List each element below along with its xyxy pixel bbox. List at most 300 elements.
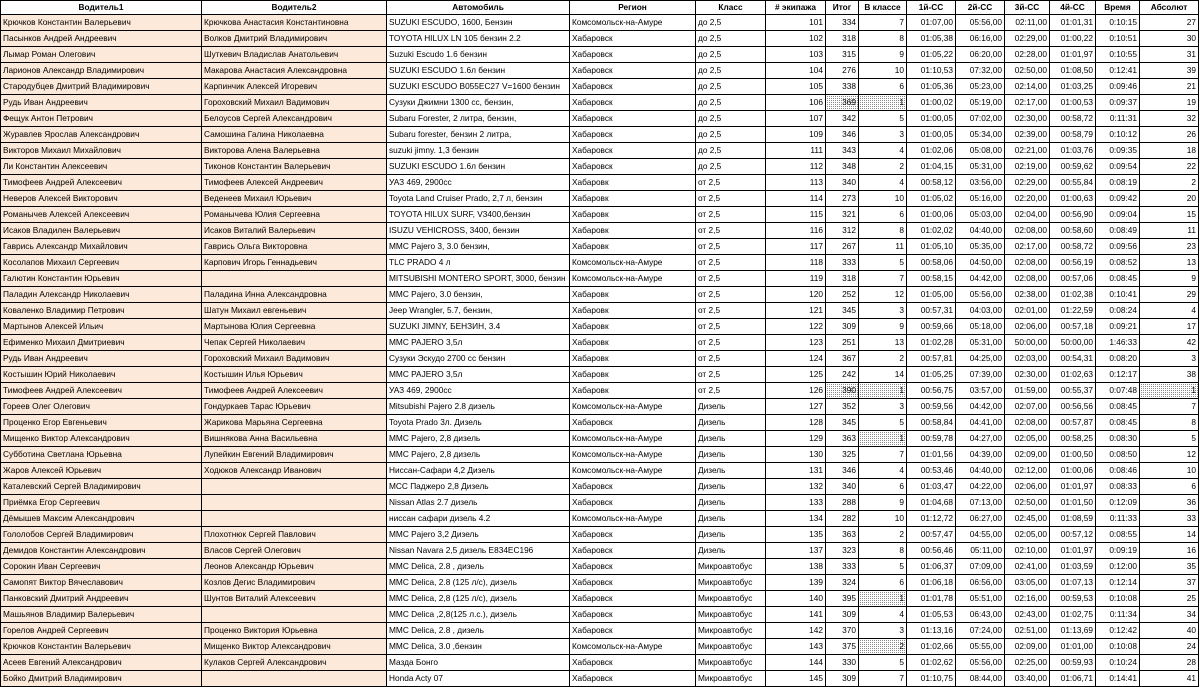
- col-driver2-cell: Карпович Игорь Геннадьевич: [202, 255, 387, 271]
- col-absolute-cell: 40: [1140, 623, 1199, 639]
- col-total-cell: 352: [826, 399, 859, 415]
- col-time-cell: 0:10:41: [1096, 287, 1140, 303]
- col-class-cell: Микроавтобус: [696, 559, 766, 575]
- col-absolute-cell: 33: [1140, 511, 1199, 527]
- col-absolute-cell: 4: [1140, 303, 1199, 319]
- col-driver2-cell: Вишнякова Анна Васильевна: [202, 431, 387, 447]
- col-class-place-cell: 10: [859, 511, 907, 527]
- col-absolute-cell: 11: [1140, 223, 1199, 239]
- col-class-cell: от 2,5: [696, 239, 766, 255]
- col-ss2-cell: 07:32,00: [956, 63, 1005, 79]
- table-row: [1, 319, 1199, 335]
- col-driver2-cell: Козлов Дегис Владимирович: [202, 575, 387, 591]
- table-row: [1, 607, 1199, 623]
- col-driver1-cell: Проценко Егор Евгеньевич: [1, 415, 202, 431]
- col-ss3-cell: 02:11,00: [1005, 15, 1050, 31]
- col-ss2-cell: 04:41,00: [956, 415, 1005, 431]
- col-driver2-cell: Плохотнюк Сергей Павлович: [202, 527, 387, 543]
- col-car-cell: SUZUKI ESCUDO 1.6л бензин: [387, 159, 570, 175]
- col-absolute-cell: 29: [1140, 287, 1199, 303]
- col-ss1-header: 1й-СС: [907, 1, 956, 15]
- col-absolute-cell: 10: [1140, 463, 1199, 479]
- col-driver1-cell: Неверов Алексей Викторович: [1, 191, 202, 207]
- col-total-cell: 333: [826, 559, 859, 575]
- col-ss3-cell: 02:41,00: [1005, 559, 1050, 575]
- col-ss4-cell: 00:59,93: [1050, 655, 1096, 671]
- col-region-cell: Хабаровск: [570, 671, 696, 687]
- table-row: [1, 399, 1199, 415]
- col-driver2-header: Водитель2: [202, 1, 387, 15]
- col-class-place-cell: 10: [859, 191, 907, 207]
- col-absolute-cell: 28: [1140, 655, 1199, 671]
- col-ss4-cell: 01:03,76: [1050, 143, 1096, 159]
- col-ss1-cell: 00:53,46: [907, 463, 956, 479]
- col-car-cell: Nissan Navara 2,5 дизель Е834ЕС196: [387, 543, 570, 559]
- col-time-cell: 0:08:50: [1096, 447, 1140, 463]
- table-row: [1, 655, 1199, 671]
- col-class-cell: Микроавтобус: [696, 671, 766, 687]
- col-region-cell: Хабаровск: [570, 127, 696, 143]
- col-class-cell: Дизель: [696, 527, 766, 543]
- col-time-cell: 0:08:19: [1096, 175, 1140, 191]
- col-ss4-cell: 00:59,62: [1050, 159, 1096, 175]
- col-ss4-cell: 01:00,63: [1050, 191, 1096, 207]
- col-driver1-cell: Крючков Константин Валерьевич: [1, 15, 202, 31]
- col-class-place-cell: 5: [859, 559, 907, 575]
- col-ss2-cell: 04:40,00: [956, 223, 1005, 239]
- col-absolute-cell: 41: [1140, 671, 1199, 687]
- col-total-cell: 338: [826, 79, 859, 95]
- col-region-cell: Комсомольск-на-Амуре: [570, 15, 696, 31]
- col-driver1-cell: Рудь Иван Андреевич: [1, 351, 202, 367]
- col-absolute-cell: 8: [1140, 415, 1199, 431]
- col-class-place-cell: 3: [859, 399, 907, 415]
- table-row: [1, 127, 1199, 143]
- col-total-cell: 367: [826, 351, 859, 367]
- table-row: [1, 143, 1199, 159]
- col-driver2-cell: Чепак Сергей Николаевич: [202, 335, 387, 351]
- col-crew-number-cell: 124: [766, 351, 826, 367]
- table-row: [1, 575, 1199, 591]
- col-crew-number-cell: 126: [766, 383, 826, 399]
- col-class-place-cell: 7: [859, 15, 907, 31]
- col-class-place-header: В классе: [859, 1, 907, 15]
- col-driver2-cell: Кулаков Сергей Александрович: [202, 655, 387, 671]
- col-ss3-cell: 02:08,00: [1005, 255, 1050, 271]
- col-car-cell: ММС Delica, 2.8 , дизель: [387, 623, 570, 639]
- col-crew-number-cell: 133: [766, 495, 826, 511]
- table-body: [1, 15, 1199, 687]
- col-ss3-cell: 02:30,00: [1005, 111, 1050, 127]
- col-class-place-cell: 4: [859, 463, 907, 479]
- col-ss2-cell: 05:34,00: [956, 127, 1005, 143]
- col-driver1-cell: Машьянов Владимир Валерьевич: [1, 607, 202, 623]
- col-class-place-cell: 2: [859, 159, 907, 175]
- col-ss2-cell: 05:56,00: [956, 287, 1005, 303]
- col-class-cell: Микроавтобус: [696, 575, 766, 591]
- col-ss1-cell: 01:02,66: [907, 639, 956, 655]
- col-car-cell: ММС Delica, 2.8 (125 л/с), дизель: [387, 575, 570, 591]
- col-ss4-cell: 01:02,63: [1050, 367, 1096, 383]
- col-driver1-cell: Самопят Виктор Вячеславович: [1, 575, 202, 591]
- col-driver1-cell: Демидов Константин Александрович: [1, 543, 202, 559]
- col-crew-number-cell: 135: [766, 527, 826, 543]
- table-row: [1, 591, 1199, 607]
- col-time-cell: 0:14:41: [1096, 671, 1140, 687]
- col-ss1-cell: 01:00,05: [907, 111, 956, 127]
- col-driver2-cell: Тимофеев Андрей Алексеевич: [202, 383, 387, 399]
- col-crew-number-cell: 127: [766, 399, 826, 415]
- col-driver1-cell: Сорокин Иван Сергеевич: [1, 559, 202, 575]
- col-driver1-cell: Исаков Владилен Валерьевич: [1, 223, 202, 239]
- col-absolute-cell: 38: [1140, 367, 1199, 383]
- col-ss1-cell: 01:03,47: [907, 479, 956, 495]
- col-total-cell: 324: [826, 575, 859, 591]
- col-ss4-cell: 01:02,75: [1050, 607, 1096, 623]
- col-ss3-cell: 50:00,00: [1005, 335, 1050, 351]
- col-ss2-cell: 04:42,00: [956, 399, 1005, 415]
- col-total-cell: 309: [826, 607, 859, 623]
- col-driver1-cell: Стародубцев Дмитрий Владимирович: [1, 79, 202, 95]
- col-ss4-cell: 00:57,12: [1050, 527, 1096, 543]
- col-crew-number-cell: 139: [766, 575, 826, 591]
- col-class-cell: до 2,5: [696, 15, 766, 31]
- col-class-place-cell: 3: [859, 127, 907, 143]
- col-ss3-cell: 02:50,00: [1005, 495, 1050, 511]
- col-crew-number-cell: 125: [766, 367, 826, 383]
- col-class-cell: Дизель: [696, 479, 766, 495]
- col-car-cell: SUZUKI JIMNY, БЕНЗИН, 3.4: [387, 319, 570, 335]
- col-total-cell: 315: [826, 47, 859, 63]
- table-row: [1, 111, 1199, 127]
- col-ss3-cell: 02:14,00: [1005, 79, 1050, 95]
- col-region-cell: Хабаровск: [570, 95, 696, 111]
- col-time-cell: 0:08:45: [1096, 271, 1140, 287]
- col-total-cell: 288: [826, 495, 859, 511]
- table-row: [1, 543, 1199, 559]
- col-time-cell: 0:08:55: [1096, 527, 1140, 543]
- col-car-cell: TOYOTA HILUX LN 105 бензин 2.2: [387, 31, 570, 47]
- col-class-place-cell: 6: [859, 575, 907, 591]
- col-region-cell: Хабаровк: [570, 303, 696, 319]
- col-ss3-cell: 02:09,00: [1005, 639, 1050, 655]
- col-ss4-cell: 00:56,19: [1050, 255, 1096, 271]
- table-row: [1, 175, 1199, 191]
- col-driver2-cell: Исаков Виталий Валерьевич: [202, 223, 387, 239]
- col-ss3-cell: 02:08,00: [1005, 271, 1050, 287]
- col-total-cell: 343: [826, 143, 859, 159]
- col-region-cell: Хабаровск: [570, 575, 696, 591]
- col-ss2-cell: 04:42,00: [956, 271, 1005, 287]
- col-class-cell: до 2,5: [696, 79, 766, 95]
- col-ss3-cell: 02:25,00: [1005, 655, 1050, 671]
- col-region-cell: Хабаровск: [570, 527, 696, 543]
- col-absolute-cell: 13: [1140, 255, 1199, 271]
- col-ss4-cell: 00:58,60: [1050, 223, 1096, 239]
- col-ss4-cell: 00:55,37: [1050, 383, 1096, 399]
- col-absolute-cell: 32: [1140, 111, 1199, 127]
- col-driver2-cell: Мартынова Юлия Сергеевна: [202, 319, 387, 335]
- col-class-cell: от 2,5: [696, 287, 766, 303]
- col-total-cell: 345: [826, 415, 859, 431]
- col-class-place-cell: 6: [859, 79, 907, 95]
- col-car-cell: Honda Acty 07: [387, 671, 570, 687]
- col-driver2-cell: Лупейкин Евгений Владимирович: [202, 447, 387, 463]
- col-ss4-cell: 00:56,90: [1050, 207, 1096, 223]
- col-time-cell: 0:07:48: [1096, 383, 1140, 399]
- col-absolute-cell: 20: [1140, 191, 1199, 207]
- col-absolute-cell: 17: [1140, 319, 1199, 335]
- col-region-cell: Хабаровск: [570, 415, 696, 431]
- col-ss3-cell: 02:29,00: [1005, 175, 1050, 191]
- col-ss4-cell: 01:03,59: [1050, 559, 1096, 575]
- col-driver2-cell: Волков Дмитрий Владимирович: [202, 31, 387, 47]
- col-class-place-cell: 12: [859, 287, 907, 303]
- col-driver2-cell: [202, 271, 387, 287]
- col-time-cell: 0:09:19: [1096, 543, 1140, 559]
- col-crew-number-cell: 132: [766, 479, 826, 495]
- col-driver2-cell: Романычева Юлия Сергеевна: [202, 207, 387, 223]
- col-car-cell: Mitsubishi Pajero 2.8 дизель: [387, 399, 570, 415]
- col-region-cell: Хабаровск: [570, 111, 696, 127]
- table-row: [1, 207, 1199, 223]
- col-time-cell: 0:12:17: [1096, 367, 1140, 383]
- col-ss1-cell: 01:00,06: [907, 207, 956, 223]
- col-driver1-cell: Приёмка Егор Сергеевич: [1, 495, 202, 511]
- col-class-place-cell: 2: [859, 639, 907, 655]
- col-crew-number-cell: 144: [766, 655, 826, 671]
- col-ss3-cell: 02:09,00: [1005, 447, 1050, 463]
- col-region-cell: Хабаровк: [570, 191, 696, 207]
- table-row: [1, 335, 1199, 351]
- col-region-cell: Комсомольск-на-Амуре: [570, 463, 696, 479]
- col-class-cell: до 2,5: [696, 63, 766, 79]
- col-absolute-cell: 6: [1140, 479, 1199, 495]
- col-ss1-cell: 01:02,62: [907, 655, 956, 671]
- col-total-cell: 348: [826, 159, 859, 175]
- col-ss1-cell: 01:05,02: [907, 191, 956, 207]
- col-car-cell: ММС Delica, 3.0 ,бензин: [387, 639, 570, 655]
- col-ss2-cell: 05:56,00: [956, 655, 1005, 671]
- col-crew-number-cell: 143: [766, 639, 826, 655]
- col-car-cell: ММС Pajero, 2,8 дизель: [387, 447, 570, 463]
- table-row: [1, 287, 1199, 303]
- col-ss3-cell: 02:10,00: [1005, 543, 1050, 559]
- col-ss2-cell: 05:31,00: [956, 159, 1005, 175]
- col-ss2-cell: 04:50,00: [956, 255, 1005, 271]
- col-car-cell: Subaru forester, бензин 2 литра,: [387, 127, 570, 143]
- col-ss1-cell: 01:12,72: [907, 511, 956, 527]
- col-region-cell: Хабаровск: [570, 31, 696, 47]
- col-class-place-cell: 1: [859, 383, 907, 399]
- table-row: [1, 31, 1199, 47]
- table-row: [1, 255, 1199, 271]
- col-ss2-cell: 07:02,00: [956, 111, 1005, 127]
- col-ss4-cell: 00:54,31: [1050, 351, 1096, 367]
- col-time-cell: 0:09:54: [1096, 159, 1140, 175]
- col-total-cell: 282: [826, 511, 859, 527]
- col-region-cell: Хабаровск: [570, 79, 696, 95]
- col-absolute-cell: 7: [1140, 399, 1199, 415]
- col-class-place-cell: 11: [859, 239, 907, 255]
- col-driver1-cell: Галютин Константин Юрьевич: [1, 271, 202, 287]
- col-car-cell: Ниссан-Сафари 4,2 Дизель: [387, 463, 570, 479]
- col-total-cell: 346: [826, 463, 859, 479]
- col-class-place-cell: 3: [859, 623, 907, 639]
- col-crew-number-cell: 142: [766, 623, 826, 639]
- col-ss2-cell: 06:56,00: [956, 575, 1005, 591]
- col-time-cell: 0:10:55: [1096, 47, 1140, 63]
- col-ss1-cell: 01:02,06: [907, 143, 956, 159]
- col-crew-number-cell: 122: [766, 319, 826, 335]
- col-time-header: Время: [1096, 1, 1140, 15]
- col-crew-number-cell: 115: [766, 207, 826, 223]
- col-driver2-cell: Шунтов Виталий Алексеевич: [202, 591, 387, 607]
- table-row: [1, 159, 1199, 175]
- col-total-cell: 363: [826, 431, 859, 447]
- col-crew-number-cell: 101: [766, 15, 826, 31]
- col-ss2-cell: 05:18,00: [956, 319, 1005, 335]
- col-ss4-cell: 01:08,50: [1050, 63, 1096, 79]
- col-region-cell: Комсомольск-на-Амуре: [570, 255, 696, 271]
- col-car-cell: ММС PAJERO 3,5л: [387, 367, 570, 383]
- col-absolute-cell: 34: [1140, 607, 1199, 623]
- col-driver2-cell: Тимофеев Алексей Андреевич: [202, 175, 387, 191]
- col-ss4-cell: 01:01,50: [1050, 495, 1096, 511]
- col-total-cell: 309: [826, 319, 859, 335]
- col-driver2-cell: Жарикова Марьяна Сергеевна: [202, 415, 387, 431]
- col-driver1-cell: Ли Константин Алексеевич: [1, 159, 202, 175]
- col-ss2-cell: 03:56,00: [956, 175, 1005, 191]
- col-region-header: Регион: [570, 1, 696, 15]
- table-row: [1, 479, 1199, 495]
- col-ss1-cell: 01:10,75: [907, 671, 956, 687]
- col-driver1-cell: Ефименко Михаил Дмитриевич: [1, 335, 202, 351]
- col-time-cell: 0:08:33: [1096, 479, 1140, 495]
- col-crew-number-cell: 141: [766, 607, 826, 623]
- col-absolute-cell: 26: [1140, 127, 1199, 143]
- col-car-cell: ММС Pajero 3, 3.0 бензин,: [387, 239, 570, 255]
- col-time-cell: 0:10:51: [1096, 31, 1140, 47]
- col-absolute-cell: 14: [1140, 527, 1199, 543]
- col-total-cell: 330: [826, 655, 859, 671]
- col-car-cell: Toyota Land Cruiser Prado, 2,7 л, бензин: [387, 191, 570, 207]
- col-total-cell: 346: [826, 127, 859, 143]
- col-time-cell: 0:08:24: [1096, 303, 1140, 319]
- col-region-cell: Хабаровск: [570, 559, 696, 575]
- col-class-place-cell: 9: [859, 47, 907, 63]
- col-class-cell: от 2,5: [696, 335, 766, 351]
- col-ss4-cell: 00:57,18: [1050, 319, 1096, 335]
- col-class-cell: от 2,5: [696, 319, 766, 335]
- col-driver2-cell: Крючкова Анастасия Константиновна: [202, 15, 387, 31]
- col-class-cell: до 2,5: [696, 111, 766, 127]
- col-ss4-cell: 00:55,84: [1050, 175, 1096, 191]
- col-class-cell: от 2,5: [696, 367, 766, 383]
- col-driver2-cell: [202, 495, 387, 511]
- col-driver1-cell: Мартынов Алексей Ильич: [1, 319, 202, 335]
- col-driver1-header: Водитель1: [1, 1, 202, 15]
- col-total-cell: 309: [826, 671, 859, 687]
- col-region-cell: Комсомольск-на-Амуре: [570, 271, 696, 287]
- col-absolute-cell: 16: [1140, 543, 1199, 559]
- col-class-place-cell: 5: [859, 415, 907, 431]
- col-class-place-cell: 9: [859, 495, 907, 511]
- col-class-cell: от 2,5: [696, 303, 766, 319]
- col-total-cell: 318: [826, 271, 859, 287]
- col-total-cell: 318: [826, 31, 859, 47]
- col-class-cell: до 2,5: [696, 159, 766, 175]
- col-driver1-cell: Ларионов Александр Владимирович: [1, 63, 202, 79]
- col-driver1-cell: Косолапов Михаил Сергеевич: [1, 255, 202, 271]
- col-ss3-cell: 02:01,00: [1005, 303, 1050, 319]
- col-driver2-cell: Гороховский Михаил Вадимович: [202, 95, 387, 111]
- col-class-place-cell: 8: [859, 31, 907, 47]
- col-region-cell: Хабаровск: [570, 607, 696, 623]
- col-region-cell: Хабаровск: [570, 63, 696, 79]
- col-crew-number-cell: 140: [766, 591, 826, 607]
- table-row: [1, 63, 1199, 79]
- col-crew-number-cell: 123: [766, 335, 826, 351]
- table-row: [1, 47, 1199, 63]
- table-row: [1, 79, 1199, 95]
- col-class-cell: от 2,5: [696, 223, 766, 239]
- col-total-cell: 251: [826, 335, 859, 351]
- col-ss1-cell: 01:13,16: [907, 623, 956, 639]
- col-ss3-cell: 02:28,00: [1005, 47, 1050, 63]
- col-class-cell: Микроавтобус: [696, 607, 766, 623]
- col-crew-number-cell: 111: [766, 143, 826, 159]
- col-driver1-cell: Коваленко Владимир Петрович: [1, 303, 202, 319]
- col-region-cell: Хабаровк: [570, 207, 696, 223]
- col-ss4-cell: 00:57,87: [1050, 415, 1096, 431]
- col-absolute-cell: 21: [1140, 79, 1199, 95]
- col-ss1-cell: 00:57,31: [907, 303, 956, 319]
- col-driver2-cell: [202, 671, 387, 687]
- col-ss1-cell: 01:01,78: [907, 591, 956, 607]
- col-class-cell: до 2,5: [696, 127, 766, 143]
- col-driver1-cell: Бойко Дмитрий Владимирович: [1, 671, 202, 687]
- col-driver2-cell: Паладина Инна Александровна: [202, 287, 387, 303]
- col-total-cell: 325: [826, 447, 859, 463]
- col-crew-number-cell: 131: [766, 463, 826, 479]
- col-absolute-cell: 15: [1140, 207, 1199, 223]
- table-row: [1, 351, 1199, 367]
- col-car-cell: Nissan Atlas 2.7 дизель: [387, 495, 570, 511]
- col-time-cell: 0:12:09: [1096, 495, 1140, 511]
- col-driver2-cell: Костышин Илья Юрьевич: [202, 367, 387, 383]
- col-time-cell: 0:11:31: [1096, 111, 1140, 127]
- col-absolute-cell: 22: [1140, 159, 1199, 175]
- col-crew-number-cell: 107: [766, 111, 826, 127]
- col-ss3-cell: 02:07,00: [1005, 399, 1050, 415]
- col-ss4-cell: 00:58,72: [1050, 239, 1096, 255]
- col-driver2-cell: [202, 511, 387, 527]
- col-car-cell: Сузуки Джимни 1300 сс, бензин,: [387, 95, 570, 111]
- col-absolute-cell: 25: [1140, 591, 1199, 607]
- col-ss3-cell: 03:05,00: [1005, 575, 1050, 591]
- table-header: [1, 1, 1199, 15]
- col-driver1-cell: Жаров Алексей Юрьевич: [1, 463, 202, 479]
- col-ss1-cell: 01:00,02: [907, 95, 956, 111]
- col-region-cell: Хабаровк: [570, 367, 696, 383]
- col-class-header: Класс: [696, 1, 766, 15]
- col-ss2-cell: 06:43,00: [956, 607, 1005, 623]
- col-absolute-cell: 5: [1140, 431, 1199, 447]
- col-class-place-cell: 7: [859, 447, 907, 463]
- col-ss4-cell: 00:57,06: [1050, 271, 1096, 287]
- col-time-cell: 0:09:21: [1096, 319, 1140, 335]
